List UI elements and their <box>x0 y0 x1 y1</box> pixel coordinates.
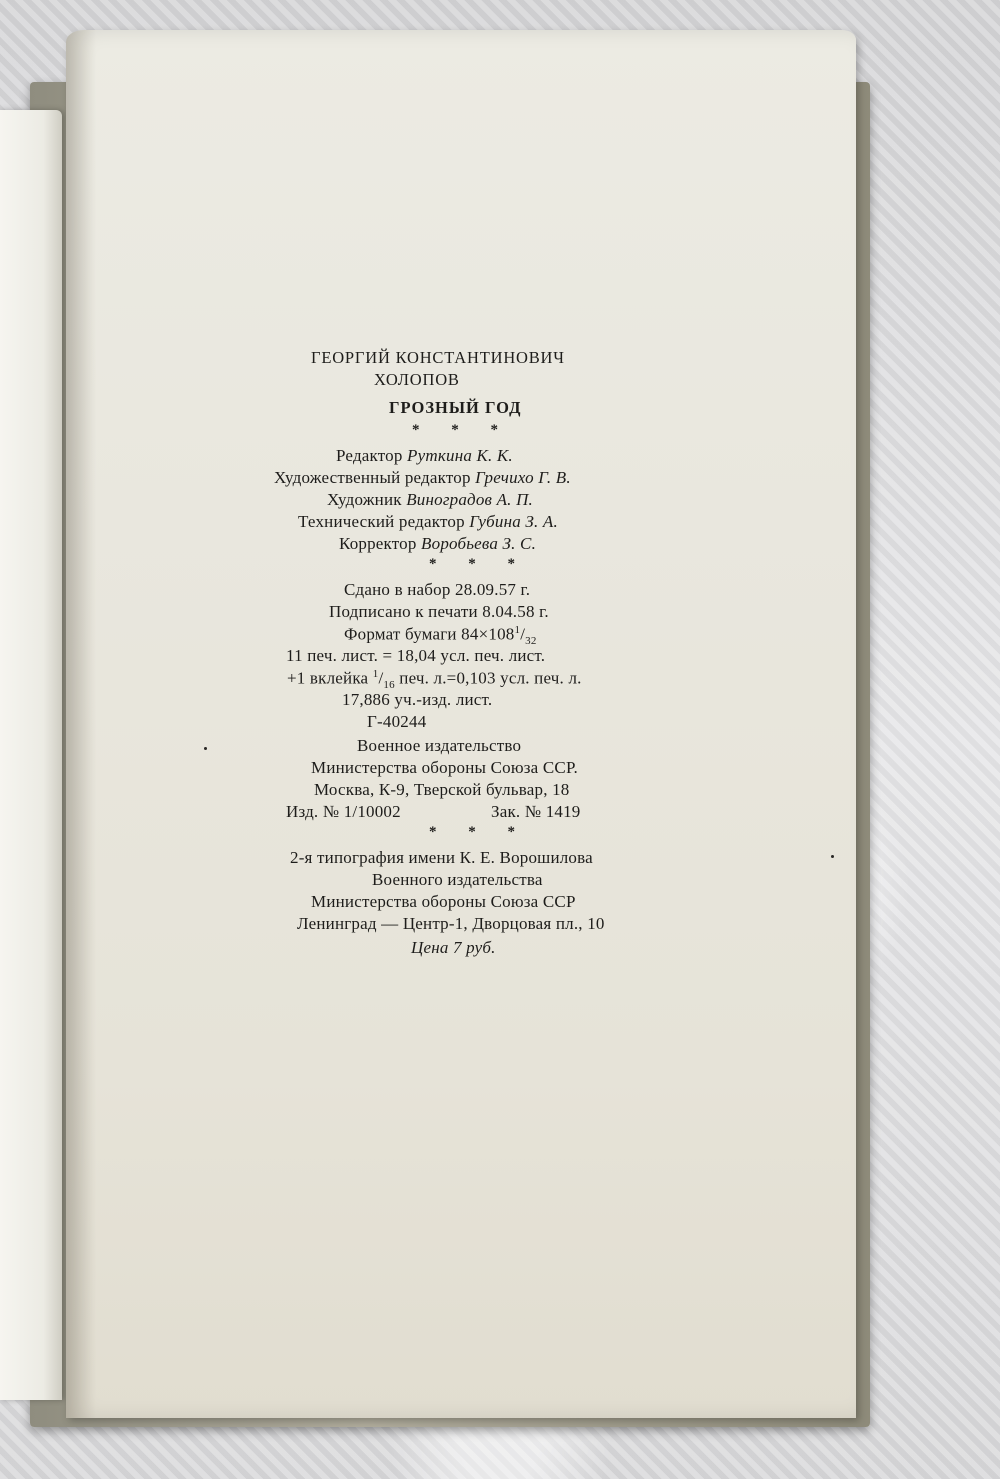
printer-line1: 2-я типография имени К. Е. Ворошилова <box>290 848 593 867</box>
credit-person: Виноградов А. П. <box>406 490 533 509</box>
credit-person: Воробьева З. С. <box>421 534 537 553</box>
credit-corrector <box>339 534 536 554</box>
credit-person: Гречихо Г. В. <box>475 468 571 487</box>
credit-editor <box>336 446 513 466</box>
insert-line: +1 вклейка $^1/_{16}$ печ. л.=0,103 усл. печ. л. <box>287 668 582 692</box>
left-page-edge <box>0 110 62 1400</box>
printer-address: Ленинград — Центр-1, Дворцовая пл., 10 <box>297 914 605 933</box>
paper-format-sup: 1 <box>514 624 521 636</box>
author-name: ГЕОРГИЙ КОНСТАНТИНОВИЧ <box>311 348 565 367</box>
insert-sub: 16 <box>383 679 395 692</box>
credit-person: Губина З. А. <box>469 512 558 531</box>
credit-artist <box>327 490 533 510</box>
separator-3: * * * <box>429 824 529 840</box>
credit-role: Корректор <box>339 534 417 553</box>
submitted-date: Сдано в набор 28.09.57 г. <box>344 580 531 599</box>
publisher-line2: Министерства обороны Союза ССР. <box>311 758 578 777</box>
insert-suffix: печ. л.=0,103 усл. печ. л. <box>399 668 582 688</box>
credit-role: Художественный редактор <box>274 468 471 487</box>
publisher-line1: Военное издательство <box>357 736 522 755</box>
print-sheets: 11 печ. лист. = 18,04 усл. печ. лист. <box>286 646 546 665</box>
credit-person: Руткина К. К. <box>407 446 513 465</box>
zak-number: Зак. № 1419 <box>491 802 581 821</box>
book-title: ГРОЗНЫЙ ГОД <box>389 398 522 417</box>
paper-speck <box>204 747 207 750</box>
price: Цена 7 руб. <box>411 938 496 957</box>
credit-role: Технический редактор <box>298 512 465 531</box>
izd-number: Изд. № 1/10002 <box>286 802 401 821</box>
printer-line3: Министерства обороны Союза ССР <box>311 892 576 911</box>
insert-sup: 1 <box>372 668 379 680</box>
printer-line2: Военного издательства <box>372 870 543 889</box>
publisher-address: Москва, К-9, Тверской бульвар, 18 <box>314 780 570 799</box>
book-page <box>66 30 856 1418</box>
edu-sheets: 17,886 уч.-изд. лист. <box>342 690 493 709</box>
paper-speck <box>831 855 834 858</box>
author-surname: ХОЛОПОВ <box>374 370 460 389</box>
code-number: Г-40244 <box>367 712 427 731</box>
credit-art-editor <box>274 468 571 488</box>
paper-format-sub: 32 <box>525 635 537 648</box>
credit-tech-editor <box>298 512 558 532</box>
paper-format: Формат бумаги $84\times 108^1/_{32}$ <box>344 624 537 648</box>
paper-format-text: Формат бумаги 84×108 <box>344 624 515 644</box>
credit-role: Художник <box>327 490 402 509</box>
insert-prefix: +1 вклейка <box>287 668 369 688</box>
signed-date: Подписано к печати 8.04.58 г. <box>329 602 549 621</box>
credit-role: Редактор <box>336 446 403 465</box>
separator-2: * * * <box>429 556 529 572</box>
separator-1: * * * <box>412 422 512 438</box>
